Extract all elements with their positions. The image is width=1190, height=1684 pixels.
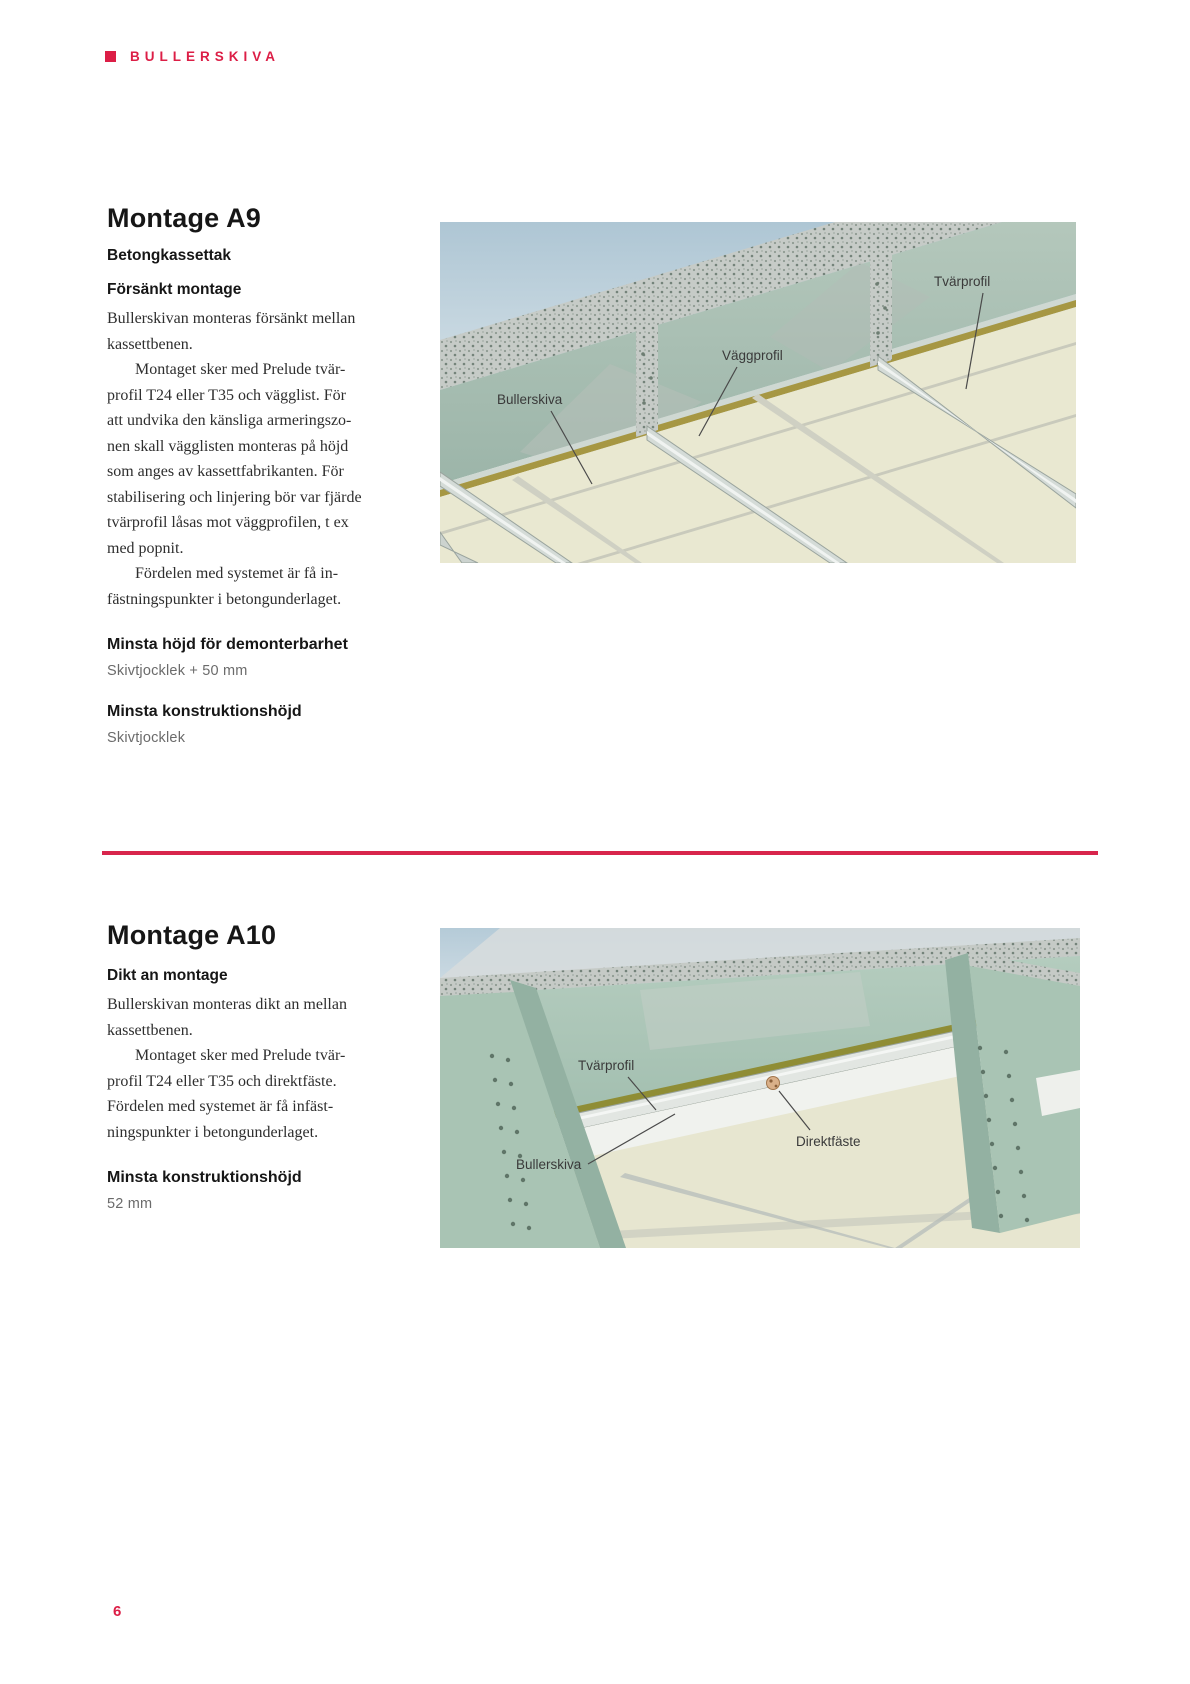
figure-a10-illustration	[440, 928, 1080, 1248]
body-line: profil T24 eller T35 och direktfäste.	[107, 1072, 337, 1090]
body-line: kassettbenen.	[107, 335, 193, 353]
spec-value-construction-height-a10: 52 mm	[107, 1196, 153, 1212]
body-line: som anges av kassettfabrikanten. För	[107, 463, 344, 480]
figure-a9-illustration	[440, 222, 1076, 563]
spec-heading-construction-height-a10: Minsta konstruktionshöjd	[107, 1169, 302, 1186]
body-line: Bullerskivan monteras dikt an mellan	[107, 996, 347, 1013]
body-line: stabilisering och linjering bör var fjärde	[107, 488, 362, 506]
concrete-post	[636, 323, 658, 437]
body-line: Fördelen med systemet är få infäst-	[107, 1098, 334, 1115]
figure-a9-drawing	[440, 222, 1076, 563]
section-divider	[102, 851, 1098, 855]
spec-heading-demountability: Minsta höjd för demonterbarhet	[107, 636, 348, 653]
brand-name: BULLERSKIVA	[130, 49, 281, 64]
body-line: tvärprofil låsas mot väggprofilen, t ex	[107, 514, 349, 531]
body-line: profil T24 eller T35 och vägglist. För	[107, 386, 346, 404]
figure-label-bullerskiva: Bullerskiva	[497, 392, 563, 407]
figure-label-tvarprofil: Tvärprofil	[934, 274, 991, 289]
body-line: att undvika den känsliga armeringszo-	[107, 412, 352, 429]
body-line: fästningspunkter i betongunderlaget.	[107, 590, 342, 608]
body-line: nen skall vägglisten monteras på höjd	[107, 437, 349, 455]
figure-label-vaggprofil: Väggprofil	[722, 348, 783, 363]
direktfaste-fastener	[767, 1077, 780, 1090]
brand-square-icon	[105, 51, 116, 62]
figure-label-tvarprofil: Tvärprofil	[578, 1058, 635, 1073]
body-line: Fördelen med systemet är få in-	[135, 565, 339, 582]
method-heading-a9: Försänkt montage	[107, 281, 242, 298]
body-line: Montaget sker med Prelude tvär-	[135, 361, 346, 378]
figure-a10-drawing	[440, 928, 1080, 1248]
method-heading-a10: Dikt an montage	[107, 967, 228, 984]
body-line: kassettbenen.	[107, 1021, 193, 1039]
body-line: ningspunkter i betongunderlaget.	[107, 1123, 319, 1141]
body-line: med popnit.	[107, 539, 184, 557]
body-paragraphs-a10	[107, 992, 422, 1145]
section-a10-text	[107, 920, 422, 1212]
body-paragraphs-a9	[107, 306, 422, 612]
section-title-a10: Montage A10	[107, 920, 277, 950]
body-line: Montaget sker med Prelude tvär-	[135, 1047, 346, 1064]
spec-value-construction-height-a9: Skivtjocklek	[107, 730, 186, 746]
figure-label-bullerskiva: Bullerskiva	[516, 1157, 582, 1172]
figure-label-direktfaste: Direktfäste	[796, 1134, 861, 1149]
section-subtitle-a9: Betongkassettak	[107, 247, 232, 264]
spec-heading-construction-height-a9: Minsta konstruktionshöjd	[107, 703, 302, 720]
section-a9-text	[107, 203, 422, 746]
page-number: 6	[113, 1603, 122, 1620]
body-line: Bullerskivan monteras försänkt mellan	[107, 310, 356, 327]
concrete-post	[870, 253, 892, 367]
spec-value-demountability: Skivtjocklek + 50 mm	[107, 663, 248, 679]
section-title-a9: Montage A9	[107, 203, 262, 233]
brand-header	[105, 49, 280, 64]
